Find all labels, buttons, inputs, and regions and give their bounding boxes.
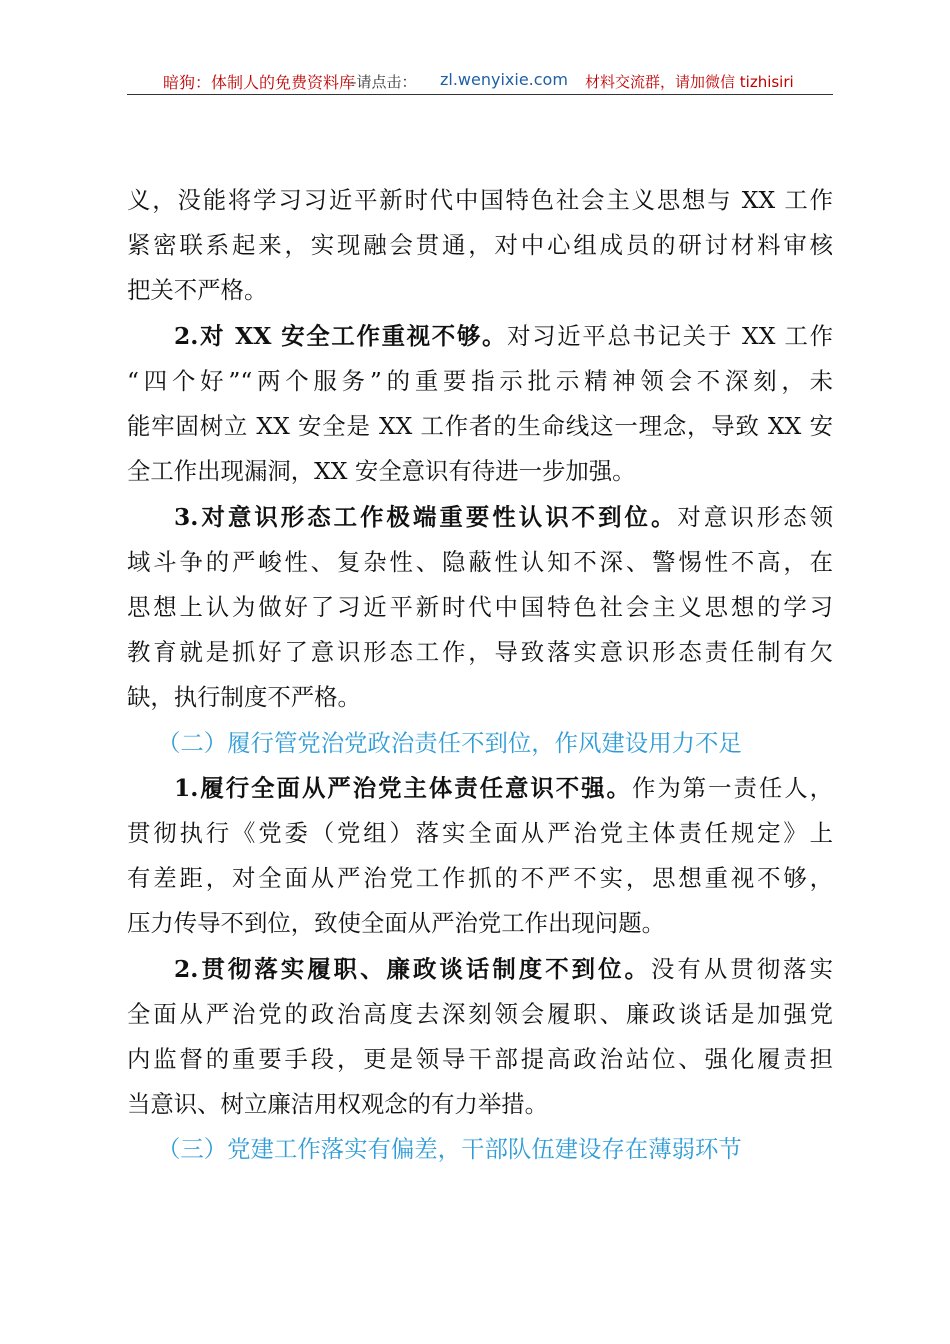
body-line: “四个好”“两个服务”的重要指示批示精神领会不深刻，未 xyxy=(127,367,833,395)
header-click-prefix: –请点击： xyxy=(349,73,417,91)
header-group-info: 材料交流群，请加微信 tizhisiri xyxy=(585,73,794,91)
header-url-link[interactable]: zl.wenyixie.com xyxy=(440,70,568,89)
body-line: 把关不严格。 xyxy=(127,276,268,304)
paragraph-text: 没有从贯彻落实 xyxy=(650,955,834,983)
paragraph-line xyxy=(127,321,833,351)
header-brand: 暗狗：体制人的免费资料库 xyxy=(163,73,356,92)
paragraph-title: 2.对 XX 安全工作重视不够。 xyxy=(174,322,508,350)
body-line: 能牢固树立 XX 安全是 XX 工作者的生命线这一理念，导致 XX 安 xyxy=(127,412,833,440)
paragraph-text: 对意识形态领 xyxy=(677,503,834,531)
body-line: 全工作出现漏洞，XX 安全意识有待进一步加强。 xyxy=(127,457,636,485)
paragraph-text: 作为第一责任人， xyxy=(631,774,834,802)
paragraph-title: 2.贯彻落实履职、廉政谈话制度不到位。 xyxy=(174,955,651,983)
body-line: 有差距，对全面从严治党工作抓的不严不实，思想重视不够， xyxy=(127,864,833,892)
body-line: 域斗争的严峻性、复杂性、隐蔽性认知不深、警惕性不高，在 xyxy=(127,548,833,576)
body-line: 缺，执行制度不严格。 xyxy=(127,683,361,711)
page-header xyxy=(127,66,833,95)
paragraph-line xyxy=(127,773,833,803)
body-line: 义，没能将学习习近平新时代中国特色社会主义思想与 XX 工作 xyxy=(127,186,833,214)
section-heading: （二）履行管党治党政治责任不到位，作风建设用力不足 xyxy=(157,729,742,757)
paragraph-title: 1.履行全面从严治党主体责任意识不强。 xyxy=(174,774,632,802)
body-line: 思想上认为做好了习近平新时代中国特色社会主义思想的学习 xyxy=(127,593,833,621)
body-line: 教育就是抓好了意识形态工作，导致落实意识形态责任制有欠 xyxy=(127,638,833,666)
body-line: 压力传导不到位，致使全面从严治党工作出现问题。 xyxy=(127,909,665,937)
body-line: 当意识、树立廉洁用权观念的有力举措。 xyxy=(127,1090,549,1118)
paragraph-line xyxy=(127,954,833,984)
paragraph-line xyxy=(127,502,833,532)
body-line: 内监督的重要手段，更是领导干部提高政治站位、强化履责担 xyxy=(127,1045,833,1073)
section-heading: （三）党建工作落实有偏差，干部队伍建设存在薄弱环节 xyxy=(157,1135,742,1163)
body-line: 全面从严治党的政治高度去深刻领会履职、廉政谈话是加强党 xyxy=(127,1000,833,1028)
body-line: 贯彻执行《党委（党组）落实全面从严治党主体责任规定》上 xyxy=(127,819,833,847)
paragraph-title: 3.对意识形态工作极端重要性认识不到位。 xyxy=(174,503,678,531)
paragraph-text: 对习近平总书记关于 XX 工作 xyxy=(507,322,833,350)
body-line: 紧密联系起来，实现融会贯通，对中心组成员的研讨材料审核 xyxy=(127,231,833,259)
